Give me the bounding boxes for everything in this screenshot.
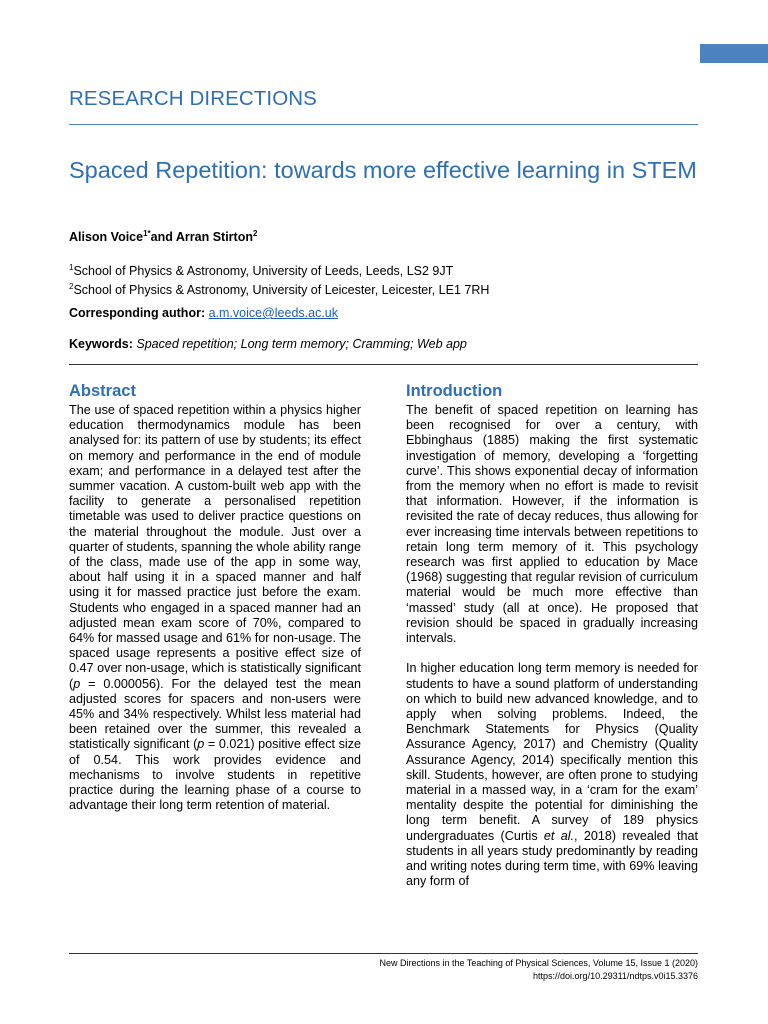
section-label: RESEARCH DIRECTIONS bbox=[69, 87, 317, 110]
p-value-symbol: p bbox=[73, 676, 81, 691]
corner-color-tab bbox=[700, 44, 768, 63]
affiliation-text: School of Physics & Astronomy, University of Leeds, Leeds, LS2 9JT bbox=[73, 264, 454, 279]
footer bbox=[379, 957, 698, 982]
introduction-body bbox=[406, 403, 698, 889]
corresponding-author bbox=[69, 306, 338, 320]
affiliation-line bbox=[69, 279, 489, 298]
abstract-heading: Abstract bbox=[69, 382, 136, 400]
corresponding-label: Corresponding author: bbox=[69, 306, 206, 320]
et-al: et al. bbox=[543, 828, 575, 843]
author-name: Alison Voice bbox=[69, 230, 144, 245]
section-divider bbox=[69, 364, 698, 365]
article-title: Spaced Repetition: towards more effective learning in STEM bbox=[69, 157, 697, 183]
footer-divider bbox=[69, 953, 698, 954]
introduction-heading: Introduction bbox=[406, 382, 503, 400]
affiliation-text: School of Physics & Astronomy, University of Leicester, Leicester, LE1 7RH bbox=[73, 283, 490, 298]
keywords bbox=[69, 337, 467, 351]
journal-citation: New Directions in the Teaching of Physical Sciences, Volume 15, Issue 1 (2020) bbox=[379, 958, 698, 968]
abstract-text: The use of spaced repetition within a physics higher education thermodynamics module has been analysed for: its pattern of use by students; its effect on memory and performance in the end of module exam; and performance in a delayed test after the summer vacation. A custom-built web app with the facility to generate a personalised repetition timetable was used to deliver practice questions on the material throughout the module. Just over a quarter of students, spanning the whole ability range of the class, made use of the app in some way, about half using it in a spaced manner and half using it for massed practice just before the exam. Students who engaged in a spaced manner had an adjusted mean exam score of 70%, compared to 64% for massed usage and 61% for non-usage. The spaced usage represents a positive effect size of 0.47 over non-usage, which is statistically significant ( bbox=[69, 403, 361, 691]
abstract-body bbox=[69, 403, 361, 813]
header-divider bbox=[69, 124, 698, 125]
intro-text: In higher education long term memory is needed for students to have a sound platform of understanding on which to build new advanced knowledge, and to apply when solving problems. Indeed, the Benchmark Statements for Physics (Quality Assurance Agency, 2017) and Chemistry (Quality Assurance Agency, 2014) specifically mention this skill. Students, however, are often prone to studying material in a massed way, in a ‘cram for the exam’ mentality despite the potential for diminishing the long term benefit. A survey of 189 physics undergraduates (Curtis bbox=[406, 661, 698, 843]
affiliations bbox=[69, 260, 489, 298]
affiliation-mark: 2 bbox=[69, 282, 74, 292]
affiliation-mark: 1 bbox=[69, 263, 74, 272]
author-joiner: and bbox=[150, 230, 176, 245]
doi-link[interactable]: https://doi.org/10.29311/ndtps.v0i15.3376 bbox=[533, 970, 698, 981]
author-mark: 2 bbox=[252, 229, 258, 238]
intro-text: , 2018) revealed that students in all years study predominantly by reading and writing notes during term time, with 69% leaving any form of bbox=[406, 828, 698, 889]
affiliation-line bbox=[69, 260, 489, 279]
intro-paragraph: The benefit of spaced repetition on learning has been recognised for over a century, with Ebbinghaus (1885) making the first systematic investigation of memory, developing a ‘forgetting curve’. This shows exponential decay of information from the memory when no effort is made to revisit that information. However, if the information is revisited the rate of decay reduces, thus allowing for ever increasing time intervals between repetitions to retain long term memory of it. This psychology research was first applied to education by Mace (1968) suggesting that regular revision of curriculum material would be much more effective than ‘massed’ study (all at once). He proposed that revision should be spaced in gradually increasing intervals. bbox=[406, 403, 698, 646]
author-mark: 1* bbox=[143, 229, 151, 238]
email-link[interactable]: a.m.voice@leeds.ac.uk bbox=[208, 306, 339, 320]
p-value-symbol: p bbox=[197, 737, 205, 752]
keywords-list: Spaced repetition; Long term memory; Cramming; Web app bbox=[136, 337, 467, 351]
keywords-label: Keywords: bbox=[69, 337, 133, 351]
author-name: Arran Stirton bbox=[175, 230, 253, 245]
abstract-text: = 0.021) positive effect size of 0.54. This work provides evidence and mechanisms to involve students in repetitive practice during the learning phase of a course to advantage their long term retention of material. bbox=[69, 737, 362, 813]
author-list bbox=[69, 229, 257, 244]
intro-paragraph bbox=[406, 661, 698, 889]
abstract-text: = 0.000056). For the delayed test the mean adjusted scores for spacers and non-users were 45% and 34% respectively. Whilst less material had been retained over the summer, this revealed a statistically significant ( bbox=[69, 676, 361, 752]
